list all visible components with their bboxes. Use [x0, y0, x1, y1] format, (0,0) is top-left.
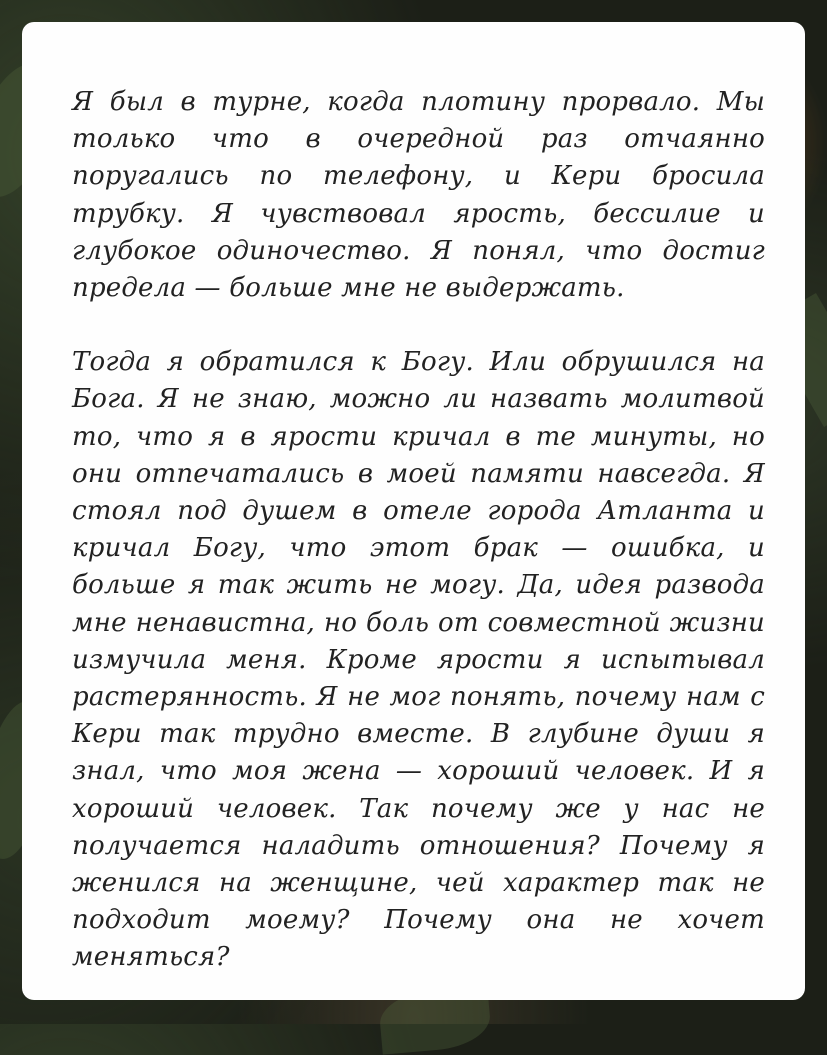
text-card: [22, 22, 805, 1000]
paragraph-2: Тогда я обратился к Богу. Или обрушился на Бога. Я не знаю, можно ли назвать молитвой то, что я в ярости кричал в те минуты, но они отпечатались в моей памяти навсегда. Я стоял под душем в отеле города Атланта и кричал Богу, что этот брак — ошибка, и больше я так жить не могу. Да, идея развода мне ненавистна, но боль от совместной жизни измучила меня. Кроме ярости я испытывал растерянность. Я не мог понять, почему нам с Кери так трудно вместе. В глубине души я знал, что моя жена — хороший человек. И я хороший человек. Так почему же у нас не получается наладить отношения? Почему я женился на женщине, чей характер так не подходит моему? Почему она не хочет меняться?: [72, 347, 765, 973]
paragraph-1: Я был в турне, когда плотину прорвало. Мы только что в очередной раз отчаянно поругались по телефону, и Кери бросила трубку. Я чувствовал ярость, бессилие и глубокое одиночество. Я понял, что достиг предела — больше мне не выдержать.: [72, 87, 765, 304]
